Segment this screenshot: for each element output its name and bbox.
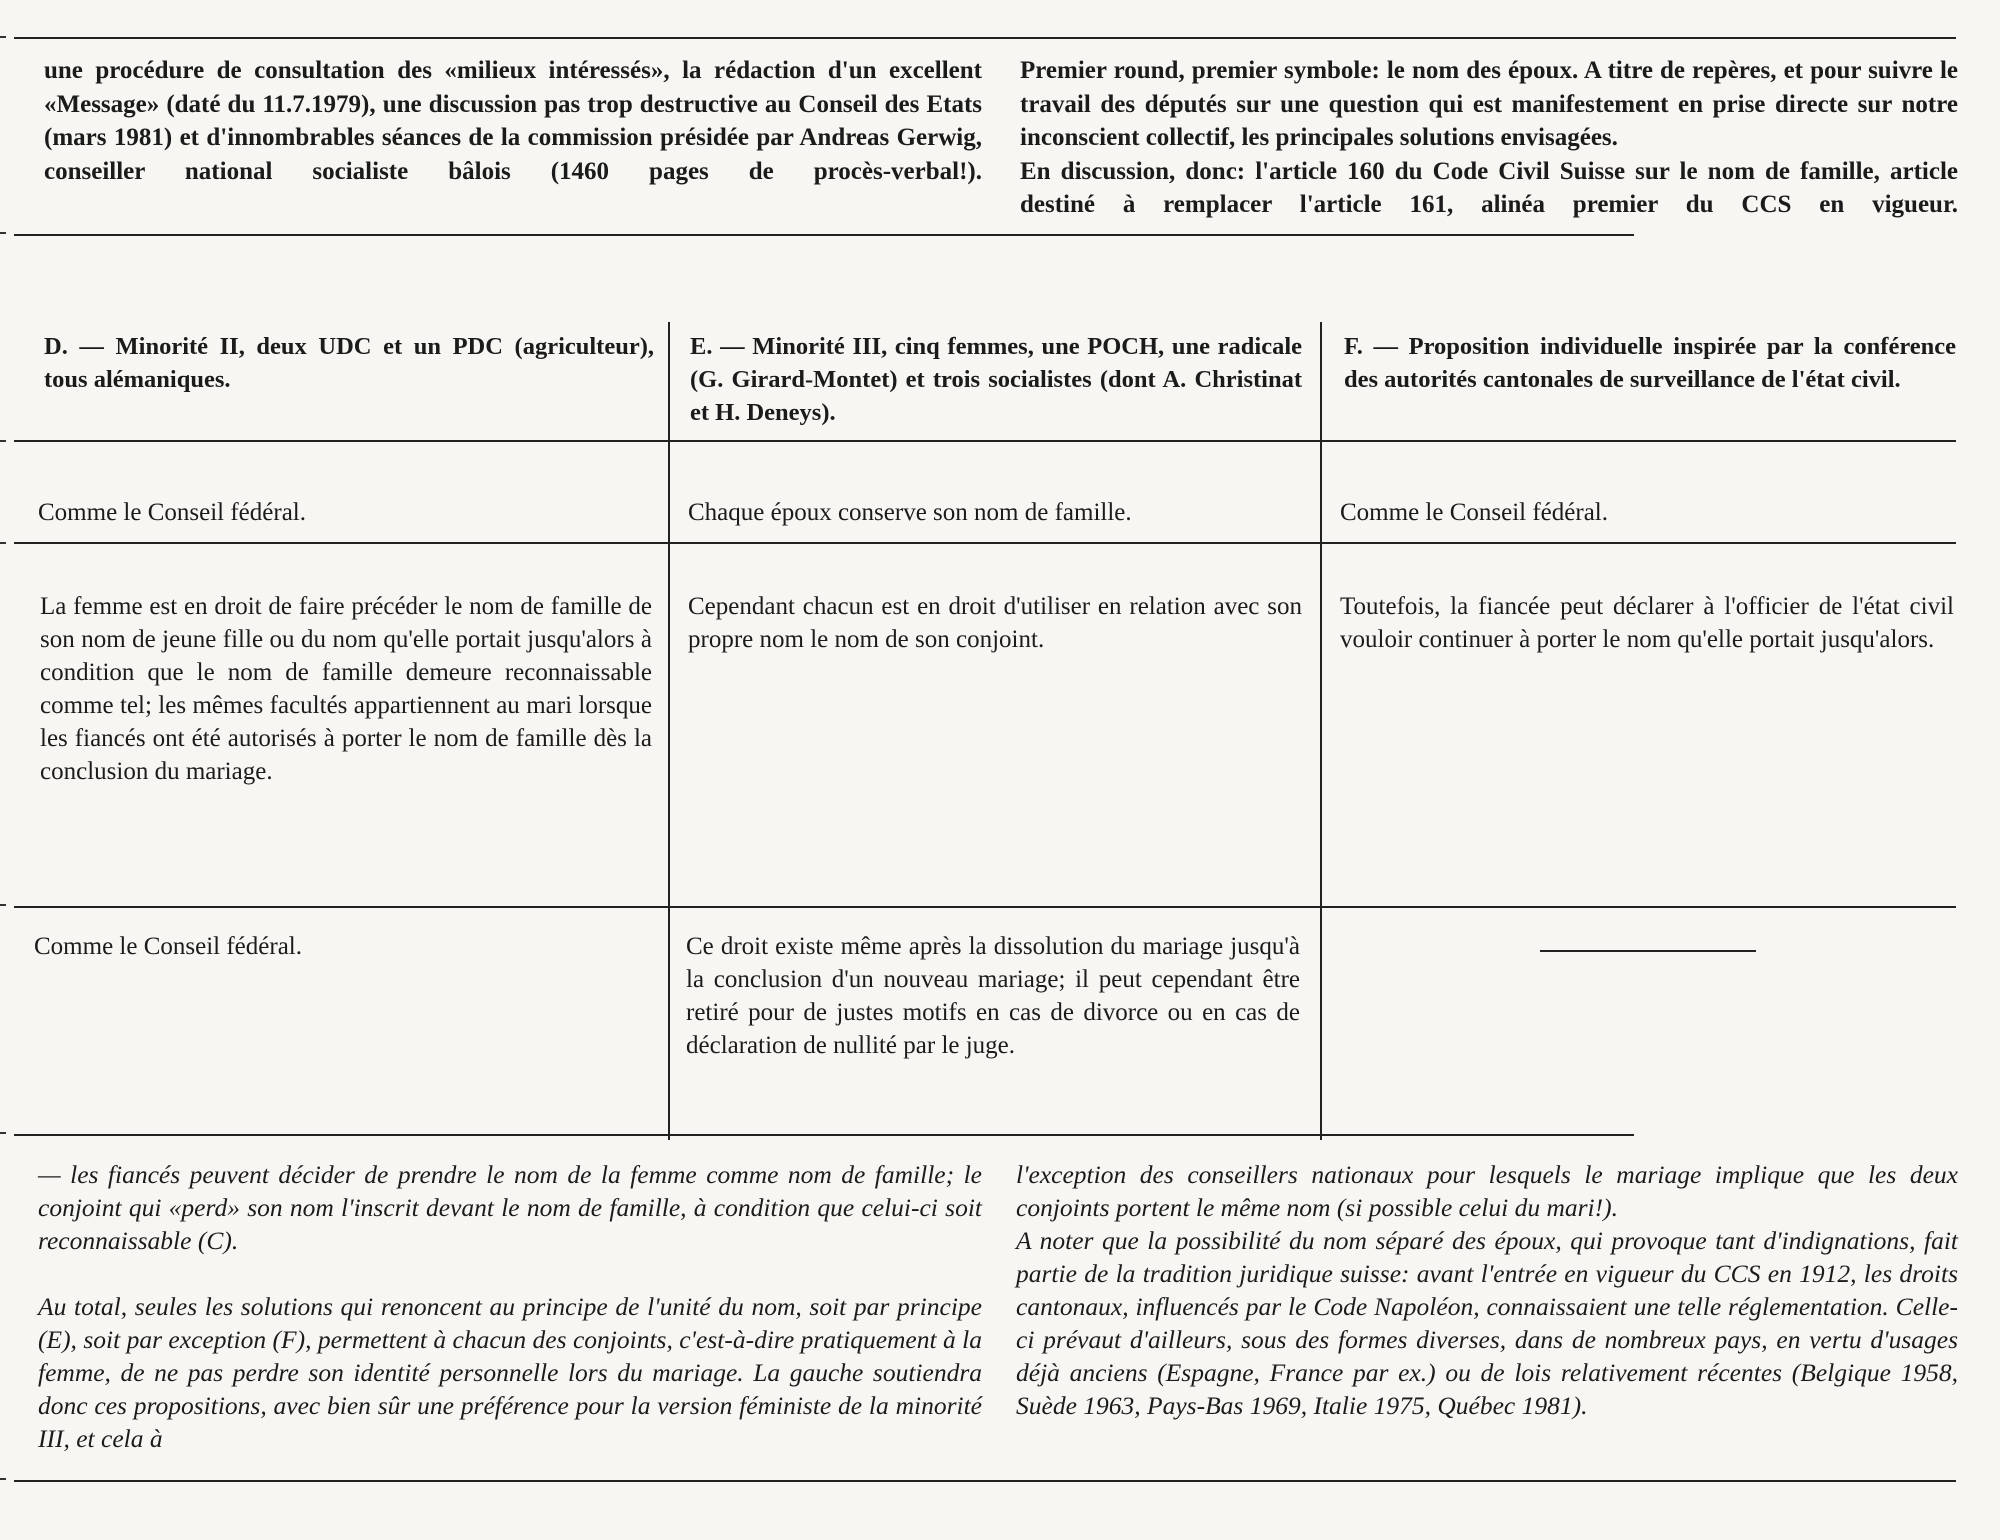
cell-e-row2: Cependant chacun est en droit d'utiliser en relation avec son propre nom le nom de son conjoint. — [688, 593, 1302, 653]
cell-e-row3: Ce droit existe même après la dissolution du mariage jusqu'à la conclusion d'un nouveau mariage; il peut cependant être retiré pour de justes motifs en cas de divorce ou en cas de déclaration de nullité par le juge. — [686, 933, 1300, 1059]
table-bottom-rule — [14, 1134, 1634, 1136]
outro-left-paragraph-2: Au total, seules les solutions qui renoncent au principe de l'unité du nom, soit par principe (E), soit par exception (F), permettent à chacun des conjoints, c'est-à-dire pratiquement à la femme, de ne pas perdre son identité personnelle lors du mariage. La gauche soutiendra donc ces propositions, avec bien sûr une préférence pour la version féministe de la minorité III, et cela à — [38, 1292, 982, 1453]
intro-left-column — [44, 54, 982, 188]
margin-tick — [0, 232, 6, 234]
cell-e-row1: Chaque époux conserve son nom de famille. — [688, 499, 1132, 526]
empty-cell-dash — [1540, 950, 1756, 952]
margin-tick — [0, 1132, 6, 1134]
outro-right-column — [1016, 1158, 1958, 1422]
intro-right-paragraph-2: En discussion, donc: l'article 160 du Code Civil Suisse sur le nom de famille, article destiné à remplacer l'article 161, alinéa premier du CCS en vigueur. — [1020, 157, 1958, 218]
margin-tick — [0, 440, 6, 442]
margin-tick — [0, 36, 6, 38]
bottom-rule — [14, 1480, 1956, 1482]
cell-d-row1: Comme le Conseil fédéral. — [38, 499, 306, 526]
outro-right-paragraph-1: l'exception des conseillers nationaux pour lesquels le mariage implique que les deux conjoints portent le même nom (si possible celui du mari!). — [1016, 1160, 1958, 1222]
cell-d-row2: La femme est en droit de faire précéder le nom de famille de son nom de jeune fille ou du nom qu'elle portait jusqu'alors à condition que le nom de famille demeure reconnaissable comme tel; les mêmes facultés appartiennent au mari lorsque les fiancés ont été autorisés à porter le nom de famille dès la conclusion du mariage. — [40, 593, 652, 785]
cell-d-row3: Comme le Conseil fédéral. — [34, 933, 302, 960]
column-divider — [1320, 322, 1322, 1140]
intro-bottom-rule — [14, 234, 1634, 236]
margin-tick — [0, 1478, 6, 1480]
margin-tick — [0, 904, 6, 906]
margin-tick — [0, 542, 6, 544]
cell-f-row1: Comme le Conseil fédéral. — [1340, 499, 1608, 526]
column-heading-d: D. — Minorité II, deux UDC et un PDC (agriculteur), tous alémaniques. — [44, 333, 654, 393]
outro-left-column — [38, 1158, 982, 1455]
intro-right-paragraph-1: Premier round, premier symbole: le nom des époux. A titre de repères, et pour suivre le travail des députés sur une question qui est manifestement en prise directe sur notre inconscient collectif, les principales solutions envisagées. — [1020, 57, 1958, 151]
top-rule — [14, 37, 1956, 39]
column-heading-e: E. — Minorité III, cinq femmes, une POCH, une radicale (G. Girard-Montet) et trois socialistes (dont A. Christinat et H. Deneys). — [690, 333, 1302, 426]
outro-left-paragraph-1: — les fiancés peuvent décider de prendre le nom de la femme comme nom de famille; le conjoint qui «perd» son nom l'inscrit devant le nom de famille, à condition que celui-ci soit reconnaissable (C). — [38, 1160, 982, 1255]
table-header-rule — [14, 440, 1956, 442]
table-row-rule — [14, 906, 1956, 908]
intro-left-paragraph: une procédure de consultation des «milieux intéressés», la rédaction d'un excellent «Message» (daté du 11.7.1979), une discussion pas trop destructive au Conseil des Etats (mars 1981) et d'innombrables séances de la commission présidée par Andreas Gerwig, conseiller national socialiste bâlois (1460 pages de procès-verbal!). — [44, 57, 982, 185]
column-divider — [668, 322, 670, 1140]
cell-f-row2: Toutefois, la fiancée peut déclarer à l'officier de l'état civil vouloir continuer à porter le nom qu'elle portait jusqu'alors. — [1340, 593, 1954, 653]
intro-right-column — [1020, 54, 1958, 222]
outro-right-paragraph-2: A noter que la possibilité du nom séparé des époux, qui provoque tant d'indignations, fait partie de la tradition juridique suisse: avant l'entrée en vigueur du CCS en 1912, les droits cantonaux, influencés par le Code Napoléon, connaissaient une telle réglementation. Celle-ci prévaut d'ailleurs, sous des formes diverses, dans de nombreux pays, en vertu d'usages déjà anciens (Espagne, France par ex.) ou de lois relativement récentes (Belgique 1958, Suède 1963, Pays-Bas 1969, Italie 1975, Québec 1981). — [1016, 1226, 1958, 1420]
table-row-rule — [14, 542, 1956, 544]
column-heading-f: F. — Proposition individuelle inspirée par la conférence des autorités cantonales de surveillance de l'état civil. — [1344, 333, 1956, 393]
